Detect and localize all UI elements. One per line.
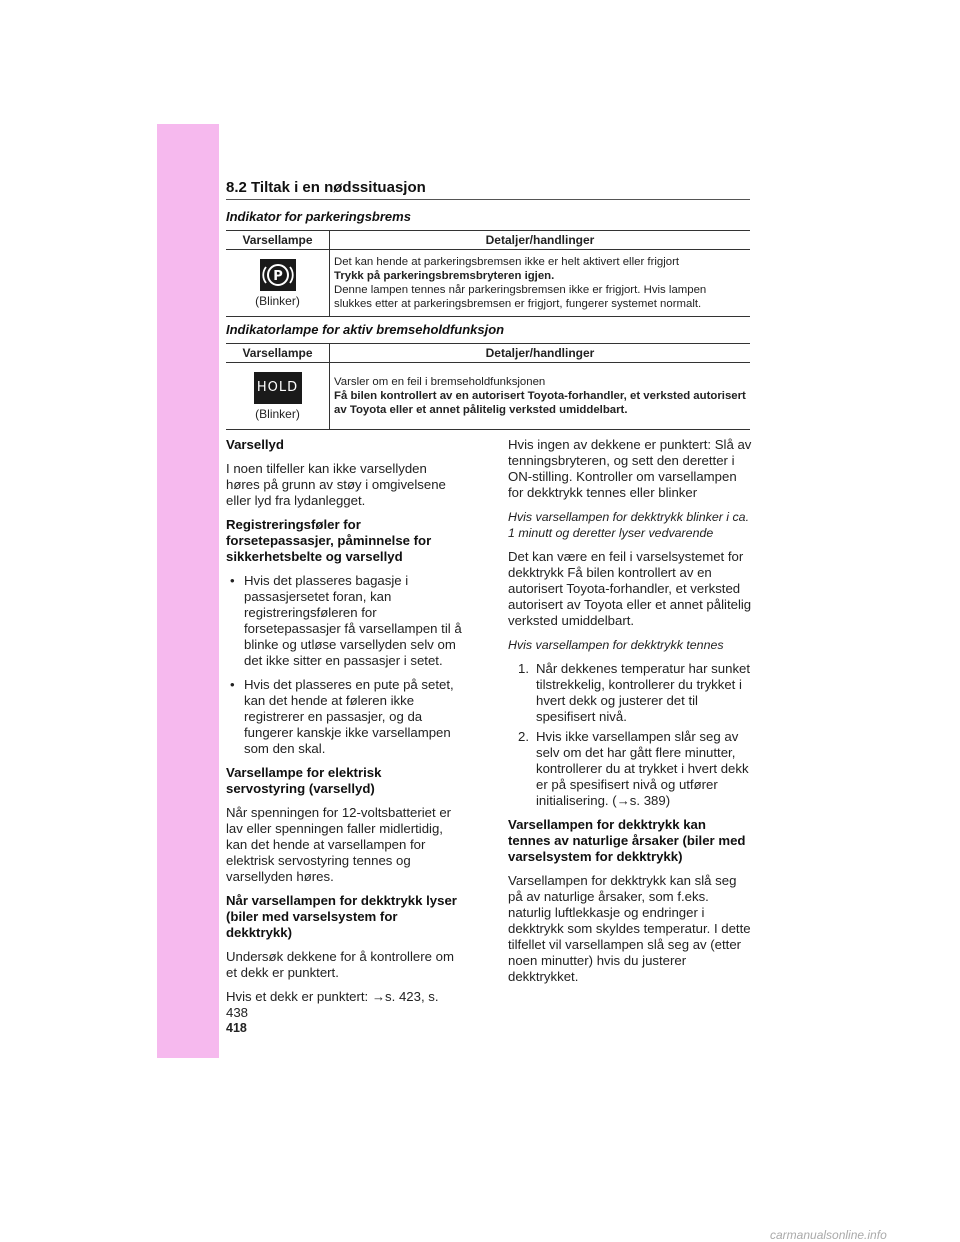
section-heading: 8.2 Tiltak i en nødssituasjon	[226, 179, 750, 200]
parking-brake-icon	[260, 259, 296, 291]
numbered-item	[518, 661, 752, 725]
paragraph: Det kan være en feil i varselsystemet for dekktrykk Få bilen kontrollert av en autorisert Toyota-forhandler, et verksted autorisert av Toyota eller et annet pålitelig verksted umiddelbart.	[508, 549, 752, 628]
italic-subheading: Hvis varsellampen for dekktrykk tennes	[508, 638, 724, 652]
parking-brake-table	[226, 230, 750, 317]
page-number: 418	[226, 1021, 247, 1035]
heading: Varsellampen for dekktrykk kan tennes av naturlige årsaker (biler med varselsystem for dekktrykk)	[508, 817, 746, 864]
hold-icon: HOLD	[254, 372, 302, 404]
right-column	[508, 437, 752, 993]
heading: Registreringsføler for forsetepassasjer, påminnelse for sikkerhetsbelte og varsellyd	[226, 517, 432, 564]
item-number: 1.	[518, 661, 529, 676]
paragraph: Når spenningen for 12-voltsbatteriet er lav eller spenningen faller midlertidig, kan det hende at varsellampen for elektrisk servostyring tennes og varsellyden høres.	[226, 805, 452, 884]
heading: Når varsellampen for dekktrykk lyser (biler med varselsystem for dekktrykk)	[226, 893, 457, 940]
details-cell	[330, 250, 751, 317]
chapter-tab	[157, 124, 219, 1058]
numbered-item	[518, 729, 752, 809]
col-header-lamp: Varsellampe	[226, 231, 330, 250]
paragraph: Hvis ingen av dekkene er punktert: Slå av tenningsbryteren, og sett den deretter i ON-stilling. Kontroller om varsellampen for dekktrykk tennes eller blinker	[508, 437, 752, 500]
lamp-status-label: (Blinker)	[255, 293, 300, 308]
detail-line: Det kan hende at parkeringsbremsen ikke er helt aktivert eller frigjort	[334, 256, 680, 268]
detail-action: Trykk på parkeringsbremsbryteren igjen.	[334, 270, 555, 282]
lamp-cell	[226, 250, 330, 317]
col-header-details: Detaljer/handlinger	[330, 344, 751, 363]
detail-line: Varsler om en feil i bremseholdfunksjonen	[334, 376, 546, 388]
paragraph: Hvis et dekk er punktert: →s. 423, s. 438	[226, 989, 439, 1020]
lamp-status-label: (Blinker)	[255, 406, 300, 421]
heading: Varsellyd	[226, 437, 284, 452]
item-text: Hvis ikke varsellampen slår seg av selv om det har gått flere minutter, kontrollerer du at trykket i hvert dekk er på spesifisert nivå og utfører initialisering. (→s. 389)	[536, 729, 749, 808]
detail-line: Denne lampen tennes når parkeringsbremsen ikke er frigjort. Hvis lampen slukkes etter at parkeringsbremsen er frigjort, fungerer systemet normalt.	[334, 284, 707, 310]
list-item: • Hvis det plasseres bagasje i passasjersetet foran, kan registreringsføleren for forsetepassasjer få varsellampen til å blinke og utløse varsellyden selv om det ikke sitter en passasjer i setet.	[226, 573, 464, 669]
paragraph: Undersøk dekkene for å kontrollere om et dekk er punktert.	[226, 949, 454, 980]
italic-subheading: Hvis varsellampen for dekktrykk blinker i ca. 1 minutt og deretter lyser vedvarende	[508, 510, 750, 540]
watermark: carmanualsonline.info	[770, 1228, 887, 1242]
detail-action: Få bilen kontrollert av en autorisert Toyota-forhandler, et verksted autorisert av Toyota eller et annet pålitelig verksted umiddelbart.	[334, 390, 746, 416]
heading: Varsellampe for elektrisk servostyring (varsellyd)	[226, 765, 382, 796]
col-header-details: Detaljer/handlinger	[330, 231, 751, 250]
brake-hold-table	[226, 343, 750, 430]
table-title-brake-hold: Indikatorlampe for aktiv bremseholdfunksjon	[226, 322, 505, 337]
svg-text:P: P	[272, 268, 283, 284]
table-title-parking-brake: Indikator for parkeringsbrems	[226, 209, 411, 224]
details-cell	[330, 363, 751, 430]
paragraph: Varsellampen for dekktrykk kan slå seg på av naturlige årsaker, som f.eks. naturlig luftlekkasje og endringer i dekktrykk som skyldes temperatur. I dette tilfellet vil varsellampen slå seg av (etter noen minutter) hvis du justerer dekktrykket.	[508, 873, 751, 984]
lamp-cell	[226, 363, 330, 430]
left-column	[226, 437, 464, 1029]
paragraph: I noen tilfeller kan ikke varsellyden høres på grunn av støy i omgivelsene eller lyd fra lydanlegget.	[226, 461, 446, 508]
item-text: Når dekkenes temperatur har sunket tilstrekkelig, kontrollerer du trykket i hvert dekk og justerer det til spesifisert nivå.	[536, 661, 751, 724]
list-item: • Hvis det plasseres en pute på setet, kan det hende at føleren ikke registrerer en passasjer, og da fungerer kanskje ikke varsellampen som den skal.	[226, 677, 464, 757]
col-header-lamp: Varsellampe	[226, 344, 330, 363]
item-number: 2.	[518, 729, 529, 744]
